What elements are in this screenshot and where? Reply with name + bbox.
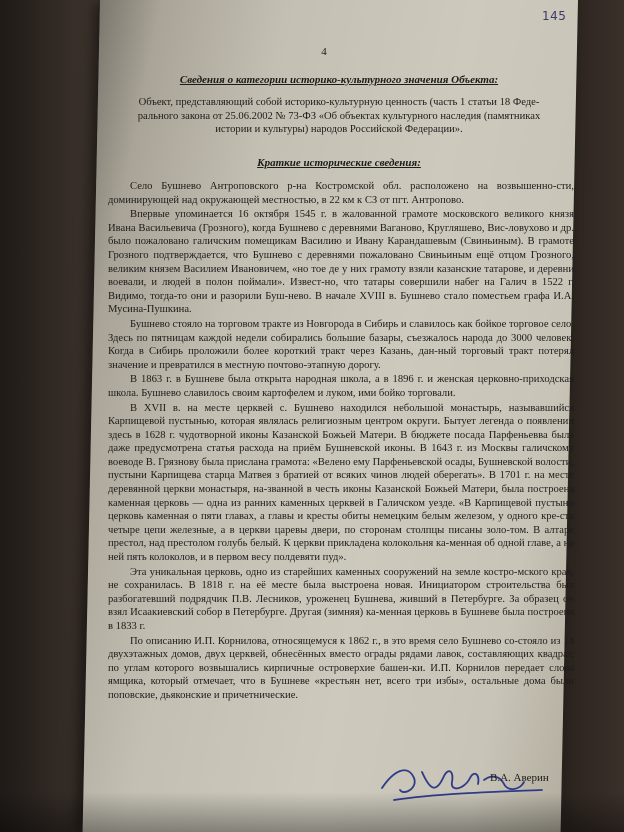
heading-category: Сведения о категории историко-культурного значения Объекта: — [179, 74, 499, 86]
object-description — [104, 96, 574, 137]
handwritten-folio-number: 145 — [542, 9, 567, 23]
paragraph: В XVII в. на месте церквей с. Бушнево находился небольшой монастырь, называвшийся Карпищевой пустынью, которая являлась религиозным центром округи. Бытует легенда о появлении здесь в 1628 г. чудотворной иконы Казанской Божьей Матери. В бюджете посада Парфеньевва была даже предусмотрена статья расхода на приём Бушневской иконы. В 1643 г. из Москвы галичскому воеводе В. Грязнову была прислана грамота: «Велено ему Парфеньевской осады, Бушневской волости, пустыни Карпищева старца Матвея з братией от всяких чинов людей оберегать». В 1701 г. на месте деревянной церкви монастыря, на-званной в честь иконы Казанской Божьей Матери, была построена каменная церковь — одна из ранних каменных церквей в Галичском уезде. «В Карпищевой пустыни церковь каменная о пяти главах, а главы и кресты обиты немецким белым железом, у одного кре-ста четыре цепи железные, а в церкви царевы двери, по сторонам столпцы писаны золо-том. В алтаре престол, над престолом голубь белый. К церкви прикладена колокольня ка-менная об одной главе, а на ней пять колоколов, и в первом весу полдевяти пуд». — [108, 402, 574, 564]
object-line: истории и культуры) народов Российской Федерации». — [215, 124, 463, 136]
paragraph: Село Бушнево Антроповского р-на Костромской обл. расположено на возвышенно-сти, доминирующей над окружающей местностью, в 22 км к СЗ от пгт. Антропово. — [108, 181, 574, 206]
paragraph: Эта уникальная церковь, одно из старейших каменных сооружений на земле костро-мского края, не сохранилась. В 1818 г. на её месте была выстроена новая. Инициатором строительства был разбогатевший подрядчик П.В. Лесников, уроженец Бушнева, живший в Петербурге. За образец он взял Исаакиевский собор в Петербурге. Другая (зимняя) ка-менная церковь в Бушневе была построена в 1833 г. — [108, 566, 574, 632]
history-text — [108, 180, 574, 704]
paragraph: Впервые упоминается 16 октября 1545 г. в жалованной грамоте московского великого князя Ивана Васильевича (Грозного), когда Бушнево с деревнями Ваганово, Кругляшево, Вис-ловухово и др. было пожаловано галичским помещикам Василию и Ивану Карандашевым (Свиньиным). В грамоте Грозного подтверждается, что Бушнево с деревнями пожаловано Свиньиным ещё отцом Грозного, великим князем Василием Ивановичем, «но тое де у них грамоту взяли казанские татарове, и деревни воевали, и людей в полон поймали». Извест-но, что татары совершили набег на Галич в 1522 г. Видимо, тогда-то они и разорили Буш-нево. В начале XVIII в. Бушнево стало поместьем графа И.А. Мусина-Пушкина. — [108, 209, 574, 316]
page-number: 4 — [321, 46, 327, 58]
paragraph: По описанию И.П. Корнилова, относящемуся к 1862 г., в это время село Бушнево со-стояло из 14 двухэтажных домов, двух церквей, обнесённых вместо ограды рядами лавок, составляющих квадрат, по углам которого возвышались кирпичные островерхие башен-ки. И.П. Корнилов передает слова ямщика, который отмечает, что в Бушневе «крестьян нет, всего три избы», остальные дома были поповские, дьяконские и причетнические. — [108, 635, 574, 701]
signatory-name: В.А. Аверин — [490, 772, 549, 784]
document-content — [104, 0, 574, 832]
paragraph: Бушнево стояло на торговом тракте из Новгорода в Сибирь и славилось как бойкое торговое село. Здесь по пятницам каждой недели собирались большие базары, съезжалось народа до 3000 человек. Когда в Сибирь проложили более короткий тракт через Казань, дан-ный торговый тракт потерял значение и превратился в местную почтово-этапную дорогу. — [108, 318, 574, 371]
object-line: Объект, представляющий собой историко-культурную ценность (часть 1 статьи 18 Феде- — [138, 97, 540, 108]
paragraph: В 1863 г. в Бушневе была открыта народная школа, а в 1896 г. и женская церковно-приходская школа. Бушнево славилось своим картофелем и луком, ими бойко торговали. — [108, 374, 574, 399]
object-line: рального закона от 25.06.2002 № 73-ФЗ «Об объектах культурного наследия (памятниках — [137, 110, 541, 122]
heading-history: Краткие исторические сведения: — [257, 157, 421, 169]
